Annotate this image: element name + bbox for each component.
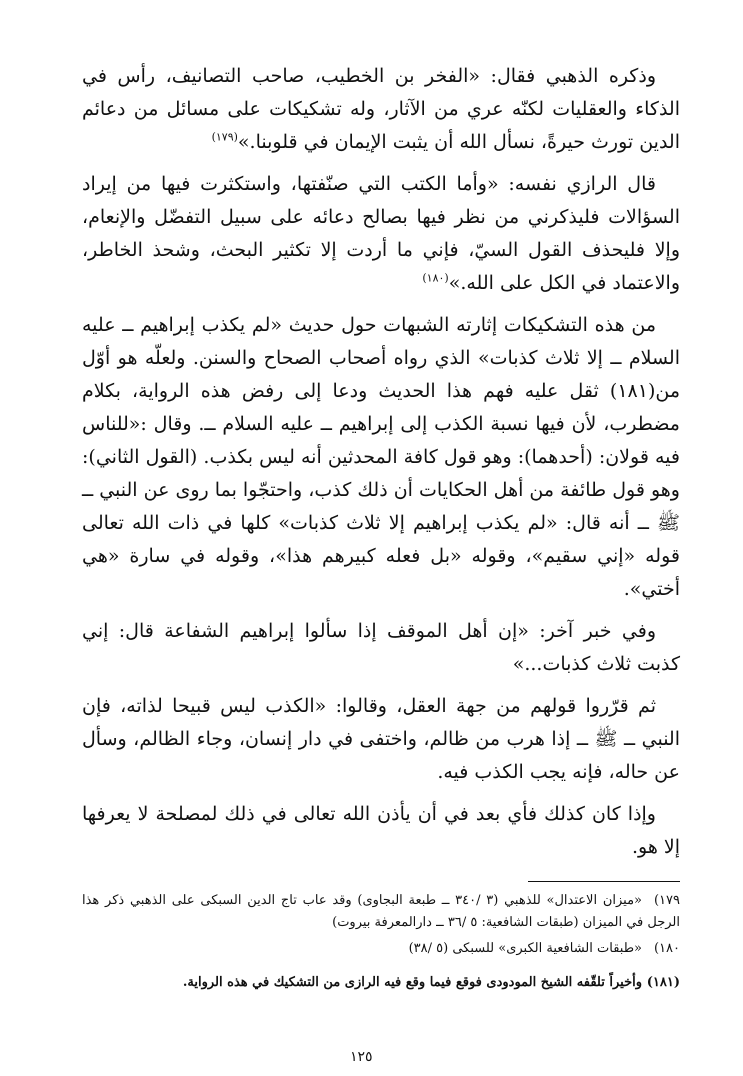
footnote-text: «طبقات الشافعية الكبرى» للسبكى (٥ /٣٨): [408, 941, 642, 956]
footnotes: [82, 890, 680, 998]
paragraph-2: [82, 168, 680, 300]
paragraph-text: ثم قرّروا قولهم من جهة العقل، وقالوا: «الكذب ليس قبيحا لذاته، فإن النبي ــ ﷺ ــ إذا هرب من ظالم، واختفى في دار إنسان، وجاء الظالم، وسأل عن حاله، فإنه يجب الكذب فيه.: [82, 695, 680, 783]
footnote-ref: (١٧٩): [211, 130, 238, 144]
page-number: ١٢٥: [350, 1049, 373, 1065]
footnote-181: [82, 972, 680, 994]
main-text: [82, 60, 680, 873]
footnote-divider: [528, 881, 680, 882]
footnote-ref: (١٨٠): [422, 271, 449, 285]
footnote-179: [82, 890, 680, 934]
paragraph-text: وإذا كان كذلك فأي بعد في أن يأذن الله تعالى في ذلك لمصلحة لا يعرفها إلا هو.: [82, 803, 680, 858]
footnote-number: (١٨١): [646, 975, 680, 990]
footnote-text: «ميزان الاعتدال» للذهبي (٣ /٣٤٠ ــ طبعة البجاوى) وقد عاب تاج الدين السبكى على الذهبي ذكر هذا الرجل في الميزان (طبقات الشافعية: ٥ /٣٦ ــ دارالمعرفة بيروت): [82, 893, 680, 930]
paragraph-text: وذكره الذهبي فقال: «الفخر بن الخطيب، صاحب التصانيف، رأس في الذكاء والعقليات لكنّه عري من الآثار، وله تشكيكات على مسائل من دعائم الدين تورث حيرةً، نسأل الله أن يثبت الإيمان في قلوبنا.»: [82, 65, 680, 153]
paragraph-text: قال الرازي نفسه: «وأما الكتب التي صنّفتها، واستكثرت فيها من إيراد السؤالات فليذكرني من نظر فيها بصالح دعائه على سبيل التفضّل والإنعام، وإلا فليحذف القول السيّ، فإني ما أردت إلا تكثير البحث، وشحذ الخاطر، والاعتماد في الكل على الله.»: [82, 173, 680, 294]
paragraph-4: [82, 615, 680, 681]
paragraph-3: [82, 309, 680, 606]
footnote-number: ١٨٠): [653, 941, 680, 956]
paragraph-5: [82, 690, 680, 789]
footnote-text: وأخيراً تلقّفه الشيخ المودودى فوقع فيما وقع فيه الرازى من التشكيك في هذه الرواية.: [182, 975, 642, 990]
footnote-number: ١٧٩): [653, 893, 680, 908]
footnote-180: [82, 938, 680, 960]
paragraph-text: من هذه التشكيكات إثارته الشبهات حول حديث «لم يكذب إبراهيم ــ عليه السلام ــ إلا ثلاث كذبات» الذي رواه أصحاب الصحاح والسنن. ولعلّه هو أوّل من(١٨١) ثقل عليه فهم هذا الحديث ودعا إلى رفض هذه الرواية، بكلام مضطرب، لأن فيها نسبة الكذب إلى إبراهيم ــ عليه السلام ــ. وقال :«للناس فيه قولان: (أحدهما): وهو قول كافة المحدثين أنه ليس بكذب. (القول الثاني): وهو قول طائفة من أهل الحكايات أن ذلك كذب، واحتجّوا بما روى عن النبي ــ ﷺ ــ أنه قال: «لم يكذب إبراهيم إلا ثلاث كذبات» كلها في ذات الله تعالى قوله «إني سقيم»، وقوله «بل فعله كبيرهم هذا»، وقوله في سارة «هي أختي».: [82, 314, 680, 600]
paragraph-1: [82, 60, 680, 159]
paragraph-6: [82, 798, 680, 864]
paragraph-text: وفي خبر آخر: «إن أهل الموقف إذا سألوا إبراهيم الشفاعة قال: إني كذبت ثلاث كذبات...»: [82, 620, 680, 675]
